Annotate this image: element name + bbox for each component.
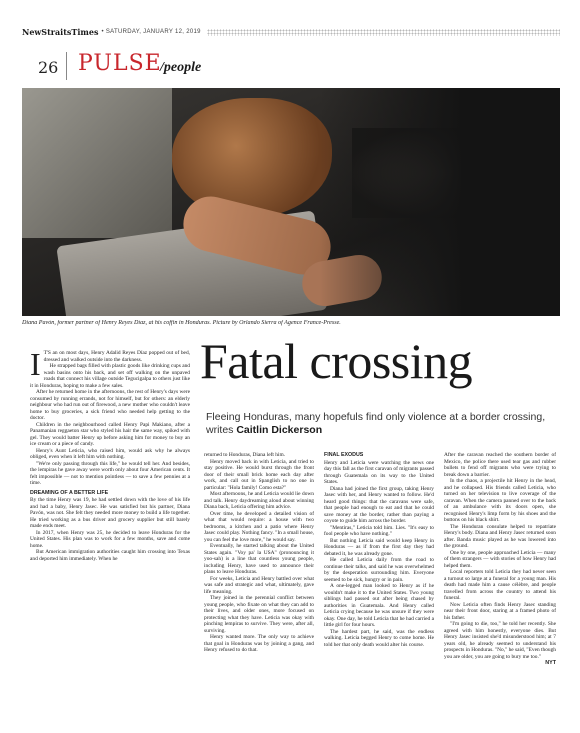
- article-column-4: [444, 452, 556, 722]
- paragraph: returned to Honduras, Diana left him.: [204, 452, 285, 458]
- paragraph: In 2017, when Henry was 25, he decided to leave Honduras for the United States. His plan was to work for a few months, save and come home.: [30, 529, 190, 549]
- article-subhead: FINAL EXODUS: [324, 452, 364, 458]
- paragraph: Henry's Aunt Leticia, who raised him, would ask why he always obliged, even when it left him with nothing.: [30, 447, 190, 460]
- paragraph: But American immigration authorities caught him crossing into Texas and deported him immediately. When he: [30, 549, 190, 562]
- article-headline: Fatal crossing: [200, 333, 473, 389]
- paragraph: But nothing Leticia said would keep Henry in Honduras — as if from the first day they had debated it, he was already gone.: [324, 537, 434, 557]
- photo-caption: Diana Pavón, former partner of Henry Reyes Díaz, at his coffin in Honduras. Picture by Orlando Sierra of Agence France-Presse.: [22, 320, 341, 326]
- masthead-dot-pattern: [207, 29, 560, 36]
- paragraph: He strapped bags filled with plastic goods like drinking cups and wash basins onto his back, and set off walking on the unpaved roads that connect his village outside Tegucigalpa to others just like it in Honduras, hoping to make a few sales.: [30, 363, 190, 389]
- article-column-1: [30, 350, 190, 722]
- masthead-date: • SATURDAY, JANUARY 12, 2019: [101, 29, 201, 35]
- paragraph: The Honduran consulate helped to repatriate Henry's body. Diana and Henry Jasec returned soon after. Banda music played as he was lowered into the ground.: [444, 523, 556, 549]
- paragraph: In the chaos, a projectile hit Henry in the head, and he collapsed. His friends called Leticia, who turned on her television to live coverage of the caravan. When the camera panned over to the back of an ambulance with its doors open, she recognised Henry's limp form by his shoes and the buttons on his black shirt.: [444, 478, 556, 523]
- paragraph: Local reporters told Leticia they had never seen a turnout so large at a funeral for a young man. His death had made him a cause célèbre, and people travelled from across the country to attend his funeral.: [444, 569, 556, 601]
- photo-shadow: [320, 88, 560, 316]
- article-deck: [206, 411, 556, 436]
- paragraph: Eventually, he started talking about the United States again. "Voy pa' la USA" (pronouncing it yoo-sah) is a line that countless young people, including Henry, have used to announce their plans to leave Honduras.: [204, 543, 314, 575]
- paragraph: Henry and Leticia were watching the news one day this fall as the first caravan of migrants passed through Guatemala on its way to the United States.: [324, 459, 434, 485]
- paragraph: Henry moved back in with Leticia, and tried to stay positive. He would burst through the front door of their small brick home each day after work, and call out in Spanglish to no one in particular: "Hola family! Como esta?": [204, 458, 314, 491]
- paragraph: "We're only passing through this life," he would tell her. And besides, the lempiras he gave away were worth only about four American cents. It felt impossible — not to mention pointless — to save a few pennies at a time.: [30, 460, 190, 486]
- article-column-2: [204, 452, 314, 722]
- paragraph: Over time, he developed a detailed vision of what that would require: a house with two bedrooms, a kitchen and a patio where Henry Jasec could play. Nothing fancy. "In a small house, you can feel the love more," he would say.: [204, 510, 314, 543]
- masthead-brand: NewStraitsTimes: [22, 27, 99, 37]
- masthead: [22, 26, 560, 38]
- paragraph: [444, 621, 556, 666]
- paragraph: He called Leticia daily from the road to continue their talks, and said he was overwhelmed by the desperation surrounding him. Everyone seemed to be sick, hungry or in pain.: [324, 557, 434, 583]
- paragraph: Most afternoons, he and Leticia would lie down and talk. Henry daydreaming aloud about winning Diana back, Leticia offering him advice.: [204, 491, 314, 510]
- paragraph: Now Leticia often finds Henry Jasec standing near their front door, staring at a framed photo of his father.: [444, 601, 556, 621]
- paragraph: "Mentiras," Leticia told him. Lies. "It's easy to fool people who have nothing.": [324, 524, 434, 537]
- photo-background: [22, 88, 172, 238]
- paragraph: After he returned home in the afternoons, the rest of Henry's days were consumed by running errands, not for himself, but for others: an elderly neighbour who had run out of firewood, a new mother who couldn't leave home to buy groceries, a sick friend who needed help getting to the doctor.: [30, 389, 190, 421]
- article-byline: Caitlin Dickerson: [236, 423, 323, 436]
- article-photo: [22, 88, 560, 316]
- paragraph: T'S an on most days, Henry Adalid Reyes Díaz popped out of bed, dressed and walked outside into the darkness.: [43, 350, 190, 363]
- paragraph: The hardest part, he said, was the endless walking. Leticia begged Henry to come home. He told her that only death would alter his course.: [324, 628, 434, 648]
- paragraph: By the time Henry was 19, he had settled down with the love of his life and had a baby, Henry Jasec. He was satisfied but his partner, Diana Pavón, was not. She felt they needed more money to build a life together. He tried working as a bus driver and grocery supplier but still barely made ends meet.: [30, 497, 190, 529]
- article-column-3: [324, 452, 434, 722]
- drop-cap: I: [30, 350, 41, 382]
- paragraph: One by one, people approached Leticia — many of them strangers — with stories of how Henry had helped them.: [444, 549, 556, 569]
- section-divider: [66, 52, 67, 80]
- paragraph: Diana had joined the first group, taking Henry Jasec with her, and Henry wanted to follow. He'd heard good things: that the caravans were safe, that people had enough to eat and that he could save money at the border, rather than paying a coyote to guide him across the border.: [324, 485, 434, 524]
- paragraph: For weeks, Leticia and Henry battled over what was safe and strategic and what, ultimately, gave life meaning.: [204, 575, 314, 595]
- page-number: 26: [38, 58, 59, 77]
- deck-text: Fleeing Honduras, many hopefuls find only violence at a border crossing, writes: [206, 411, 546, 436]
- paragraph: After the caravan reached the southern border of Mexico, the police there used tear gas and rubber bullets to fend off migrants who were trying to break down a barrier.: [444, 452, 556, 478]
- article-signoff: NYT: [545, 660, 556, 666]
- article-subhead: DREAMING OF A BETTER LIFE: [30, 489, 109, 496]
- paragraph: Henry wanted more. The only way to achieve that goal in Honduras was by joining a gang, and Henry refused to do that.: [204, 634, 314, 653]
- paragraph: Children in the neighbourhood called Henry Papi Makiano, after a Panamanian reggaeton star who styled his hair the same way, spiked with gel. They would batter Henry up before asking him for money to buy an ice cream or a piece of candy.: [30, 421, 190, 447]
- paragraph: A one-legged man looked to Henry as if he wouldn't make it to the United States. Two young siblings had passed out after being chased by authorities in Guatemala. And Henry called Leticia crying because he was unsure if they were okay. One day, he told Leticia that he had carried a little girl for four hours.: [324, 583, 434, 628]
- paragraph-text: "I'm going to die, too," he told her recently. She agreed with him honestly, everyone dies. But Henry Jasec insisted she'd misunderstood him; at 7 years old, he already seemed to understand his prospects in Honduras. "No," he said, "Even though you are older, you are going to bury me too.": [444, 621, 556, 660]
- section-subtitle: /people: [160, 60, 202, 75]
- section-title: PULSE: [78, 51, 162, 76]
- paragraph: They joined in the perennial conflict between young people, who fixate on what they can add to their lives, and older ones, more focused on protecting what they have. Leticia was okay with pinching lempiras to survive. They were, after all, surviving.: [204, 595, 314, 634]
